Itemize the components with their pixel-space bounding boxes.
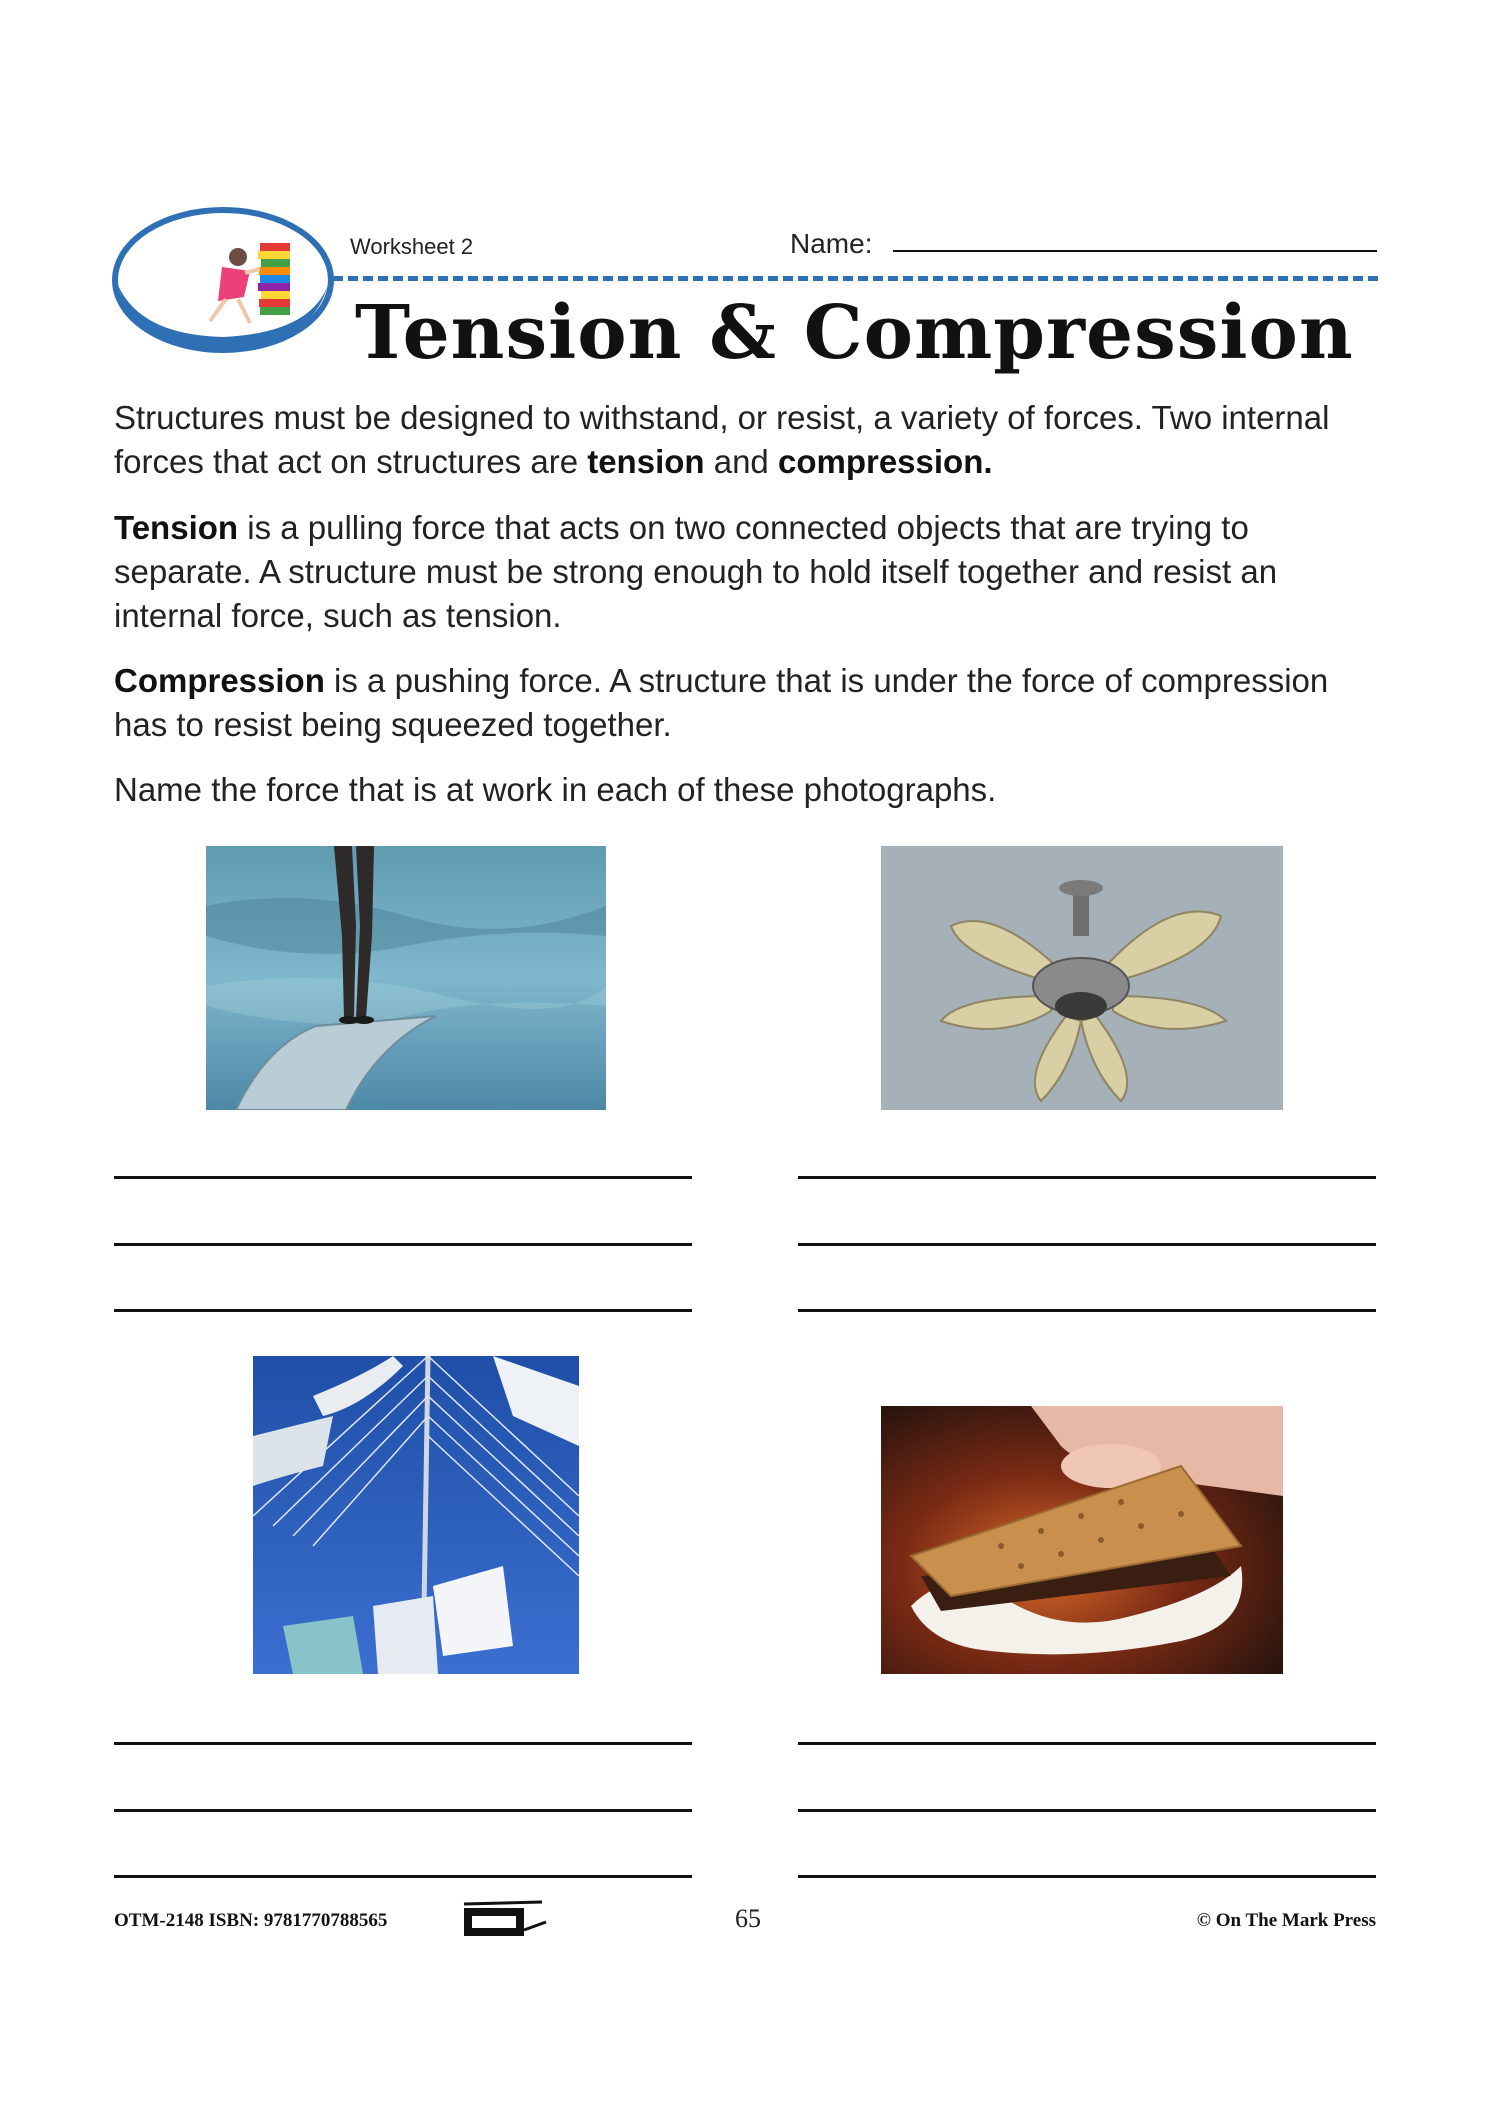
photocopier-icon xyxy=(462,1900,548,1940)
photo-diving-board xyxy=(206,846,606,1110)
footer-code: OTM-2148 ISBN: 9781770788565 xyxy=(114,1910,388,1931)
answer-line-3-2[interactable] xyxy=(114,1809,692,1812)
header-divider xyxy=(333,276,1378,281)
photo-ceiling-fan xyxy=(881,846,1283,1110)
tension-term: Tension xyxy=(114,509,239,546)
answer-line-2-2[interactable] xyxy=(798,1243,1376,1246)
intro-text-2: and xyxy=(704,443,778,480)
worksheet-label: Worksheet 2 xyxy=(350,234,474,259)
page-title: Tension & Compression xyxy=(355,290,1354,376)
answer-line-2-1[interactable] xyxy=(798,1176,1376,1179)
answer-line-3-1[interactable] xyxy=(114,1742,692,1745)
worksheet-logo xyxy=(110,205,336,355)
answer-line-4-1[interactable] xyxy=(798,1742,1376,1745)
answer-line-3-3[interactable] xyxy=(114,1875,692,1878)
intro-text-1: Structures must be designed to withstand, or resist, a variety of forces. Two internal forces that act on structures are xyxy=(114,399,1330,480)
compression-term: Compression xyxy=(114,662,325,699)
photo-clothesline xyxy=(253,1356,579,1674)
compression-definition: is a pushing force. A structure that is under the force of compression has to resist being squeezed together. xyxy=(114,662,1329,743)
tension-paragraph xyxy=(114,506,1384,638)
page-number: 65 xyxy=(735,1904,761,1933)
answer-line-1-3[interactable] xyxy=(114,1309,692,1312)
answer-line-4-2[interactable] xyxy=(798,1809,1376,1812)
photo-smore xyxy=(881,1406,1283,1674)
compression-paragraph xyxy=(114,659,1384,747)
intro-paragraph xyxy=(114,396,1384,484)
answer-line-2-3[interactable] xyxy=(798,1309,1376,1312)
answer-line-1-2[interactable] xyxy=(114,1243,692,1246)
name-field-line[interactable] xyxy=(893,250,1377,252)
answer-line-1-1[interactable] xyxy=(114,1176,692,1179)
name-label: Name: xyxy=(790,228,873,259)
tension-definition: is a pulling force that acts on two connected objects that are trying to separate. A structure must be strong enough to hold itself together and resist an internal force, such as tension. xyxy=(114,509,1278,634)
intro-term-tension: tension xyxy=(587,443,705,480)
answer-line-4-3[interactable] xyxy=(798,1875,1376,1878)
footer-copyright: © On The Mark Press xyxy=(1196,1910,1376,1931)
instruction-text: Name the force that is at work in each of these photographs. xyxy=(114,771,997,808)
intro-term-compression: compression. xyxy=(777,443,993,480)
